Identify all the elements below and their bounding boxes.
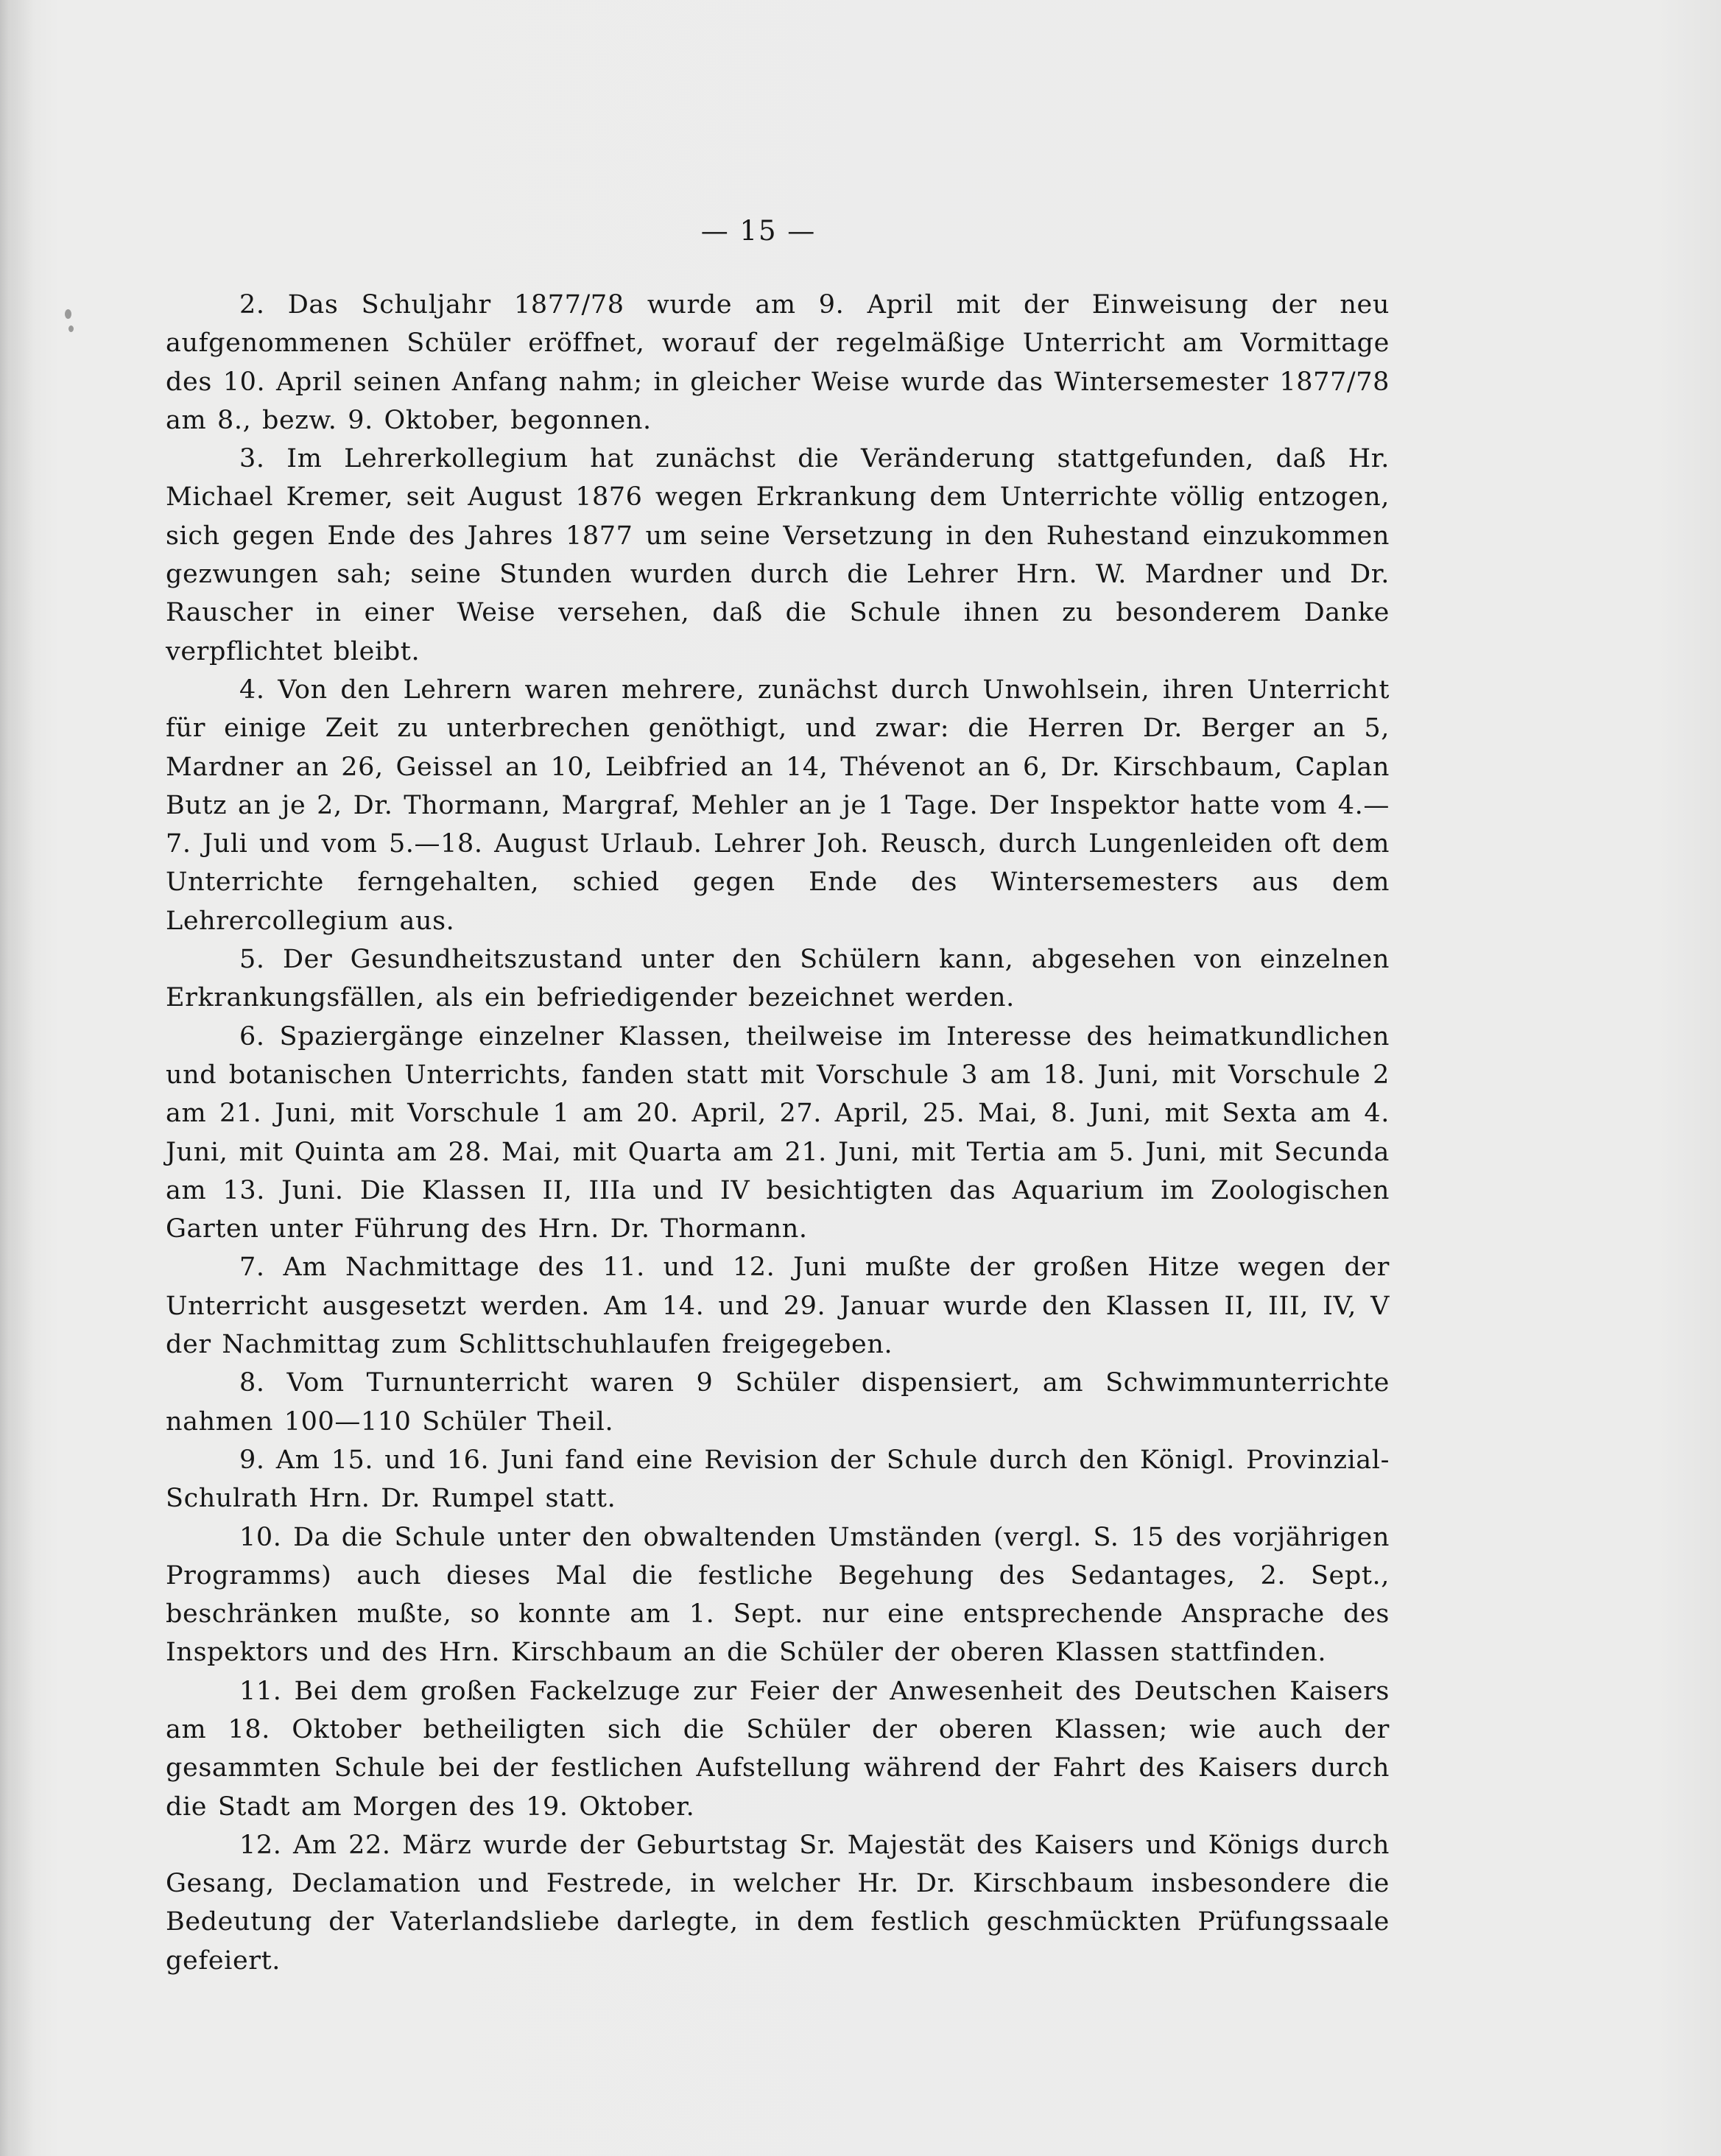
paragraph-4: 4. Von den Lehrern waren mehrere, zunächst durch Unwohlsein, ihren Unterricht für einige Zeit zu unterbrechen genöthigt, und zwar: die Herren Dr. Berger an 5, Mardner an 26, Geissel an 10, Leibfried an 14, Thévenot an 6, Dr. Kirschbaum, Caplan Butz an je 2, Dr. Thormann, Margraf, Mehler an je 1 Tage. Der Inspektor hatte vom 4.—7. Juli und vom 5.—18. August Urlaub. Lehrer Joh. Reusch, durch Lungenleiden oft dem Unterrichte ferngehalten, schied gegen Ende des Wintersemesters aus dem Lehrercollegium aus. <box>166 674 1390 936</box>
paragraph-11: 11. Bei dem großen Fackelzuge zur Feier der Anwesenheit des Deutschen Kaisers am 18. Oktober betheiligten sich die Schüler der oberen Klassen; wie auch der gesammten Schule bei der festlichen Aufstellung während der Fahrt des Kaisers durch die Stadt am Morgen des 19. Oktober. <box>166 1676 1390 1822</box>
body-text <box>166 286 1390 1980</box>
paragraph-9: 9. Am 15. und 16. Juni fand eine Revision der Schule durch den Königl. Provinzial-Schulrath Hrn. Dr. Rumpel statt. <box>166 1445 1390 1514</box>
paper-speck <box>65 309 71 319</box>
paragraph-6: 6. Spaziergänge einzelner Klassen, theilweise im Interesse des heimatkundlichen und botanischen Unterrichts, fanden statt mit Vorschule 3 am 18. Juni, mit Vorschule 2 am 21. Juni, mit Vorschule 1 am 20. April, 27. April, 25. Mai, 8. Juni, mit Sexta am 4. Juni, mit Quinta am 28. Mai, mit Quarta am 21. Juni, mit Tertia am 5. Juni, mit Secunda am 13. Juni. Die Klassen II, IIIa und IV besichtigten das Aquarium im Zoologischen Garten unter Führung des Hrn. Dr. Thormann. <box>166 1021 1390 1244</box>
page-number: — 15 — <box>700 215 817 247</box>
paragraph-7: 7. Am Nachmittage des 11. und 12. Juni mußte der großen Hitze wegen der Unterricht ausgesetzt werden. Am 14. und 29. Januar wurde den Klassen II, III, IV, V der Nachmittag zum Schlittschuhlaufen freigegeben. <box>166 1253 1390 1360</box>
paragraph-12: 12. Am 22. März wurde der Geburtstag Sr. Majestät des Kaisers und Königs durch Gesang, Declamation und Festrede, in welcher Hr. Dr. Kirschbaum insbesondere die Bedeutung der Vaterlandsliebe darlegte, in dem festlich geschmückten Prüfungssaale gefeiert. <box>166 1830 1390 1976</box>
paper-speck <box>68 325 74 332</box>
paragraph-5: 5. Der Gesundheitszustand unter den Schülern kann, abgesehen von einzelnen Erkrankungsfällen, als ein befriedigender bezeichnet werden. <box>166 945 1390 1013</box>
paragraph-2: 2. Das Schuljahr 1877/78 wurde am 9. April mit der Einweisung der neu aufgenommenen Schüler eröffnet, worauf der regelmäßige Unterricht am Vormittage des 10. April seinen Anfang nahm; in gleicher Weise wurde das Wintersemester 1877/78 am 8., bezw. 9. Oktober, begonnen. <box>166 290 1390 435</box>
paragraph-10: 10. Da die Schule unter den obwaltenden Umständen (vergl. S. 15 des vorjährigen Programms) auch dieses Mal die festliche Begehung des Sedantages, 2. Sept., beschränken mußte, so konnte am 1. Sept. nur eine entsprechende Ansprache des Inspektors und des Hrn. Kirschbaum an die Schüler der oberen Klassen stattfinden. <box>166 1522 1390 1668</box>
paragraph-3: 3. Im Lehrerkollegium hat zunächst die Veränderung stattgefunden, daß Hr. Michael Kremer, seit August 1876 wegen Erkrankung dem Unterrichte völlig entzogen, sich gegen Ende des Jahres 1877 um seine Versetzung in den Ruhestand einzukommen gezwungen sah; seine Stunden wurden durch die Lehrer Hrn. W. Mardner und Dr. Rauscher in einer Weise versehen, daß die Schule ihnen zu besonderem Danke verpflichtet bleibt. <box>166 444 1390 666</box>
binding-shadow <box>0 0 34 2156</box>
paragraph-8: 8. Vom Turnunterricht waren 9 Schüler dispensiert, am Schwimmunterrichte nahmen 100—110 Schüler Theil. <box>166 1368 1390 1437</box>
